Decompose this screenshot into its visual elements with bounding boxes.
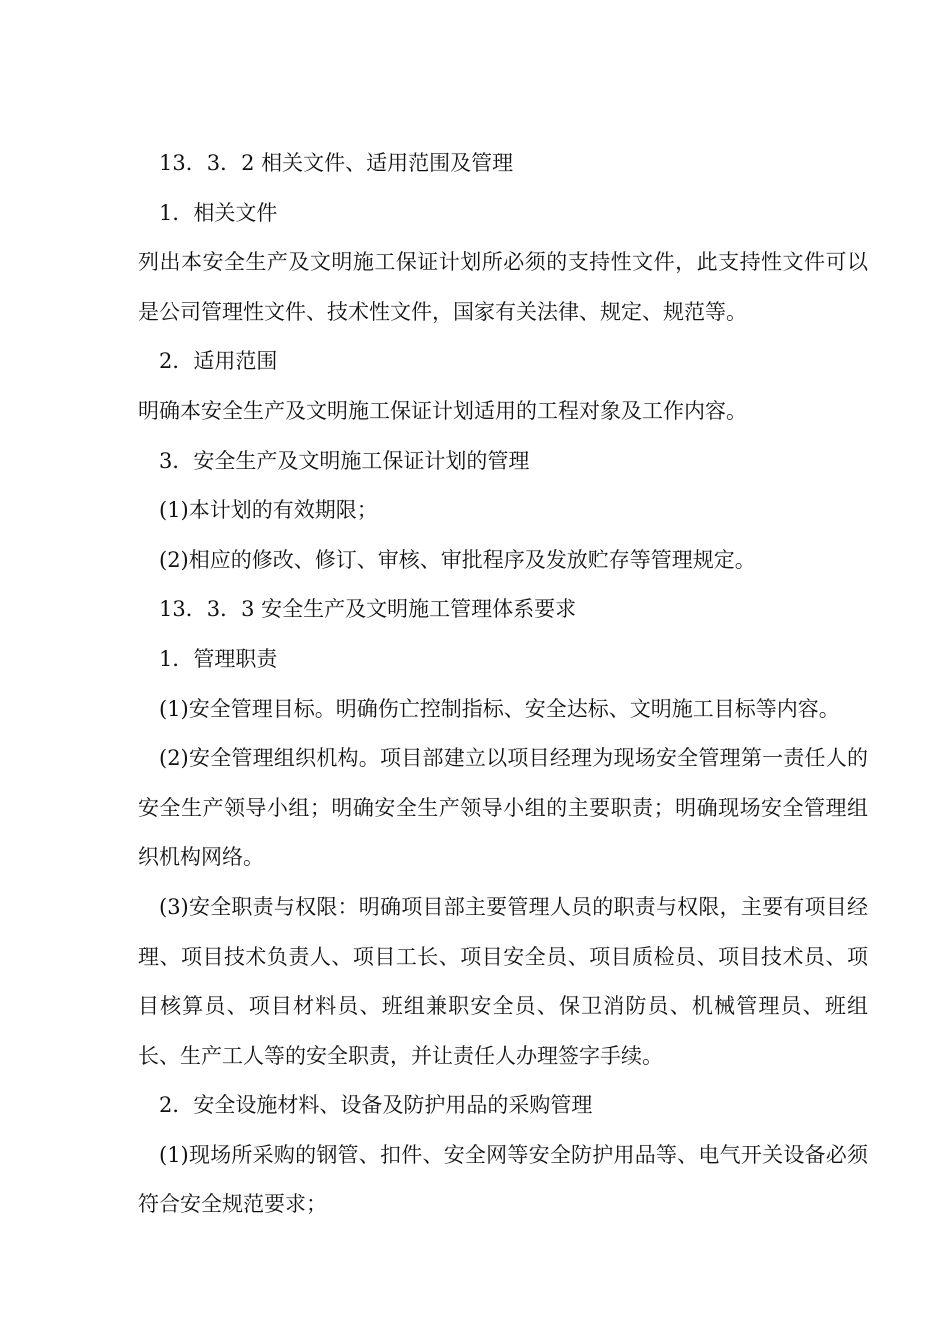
paragraph-scope: 明确本安全生产及文明施工保证计划适用的工程对象及工作内容。 [138, 398, 747, 423]
subheading-scope: 2．适用范围 [159, 349, 278, 374]
section-heading-13-3-2: 13．3．2 相关文件、适用范围及管理 [159, 151, 514, 175]
list-item-safety-responsibilities: (3)安全职责与权限：明确项目部主要管理人员的职责与权限，主要有项目经理、项目技术负责人、项目工长、项目安全员、项目质检员、项目技术员、项目核算员、项目材料员、班组兼职安全员、保卫消防员、机械管理员、班组长、生产工人等的安全职责，并让责任人办理签字手续。 [138, 894, 868, 1068]
paragraph-related-documents: 列出本安全生产及文明施工保证计划所必须的支持性文件，此支持性文件可以是公司管理性文件、技术性文件，国家有关法律、规定、规范等。 [138, 250, 868, 324]
section-heading-13-3-3: 13．3．3 安全生产及文明施工管理体系要求 [159, 597, 577, 622]
list-item-revision-rules: (2)相应的修改、修订、审核、审批程序及发放贮存等管理规定。 [159, 547, 756, 572]
list-item-safety-targets: (1)安全管理目标。明确伤亡控制指标、安全达标、文明施工目标等内容。 [159, 696, 840, 721]
subheading-plan-management: 3．安全生产及文明施工保证计划的管理 [159, 448, 530, 473]
list-item-procurement-requirements: (1)现场所采购的钢管、扣件、安全网等安全防护用品等、电气开关设备必须符合安全规范要求； [138, 1142, 868, 1217]
subheading-related-documents: 1．相关文件 [159, 200, 278, 225]
document-body [138, 139, 868, 1230]
list-item-safety-organization: (2)安全管理组织机构。项目部建立以项目经理为现场安全管理第一责任人的安全生产领导小组；明确安全生产领导小组的主要职责；明确现场安全管理组织机构网络。 [138, 746, 868, 870]
subheading-procurement-management: 2．安全设施材料、设备及防护用品的采购管理 [159, 1093, 593, 1118]
subheading-management-duties: 1．管理职责 [159, 646, 278, 671]
list-item-validity-period: (1)本计划的有效期限； [159, 498, 378, 523]
